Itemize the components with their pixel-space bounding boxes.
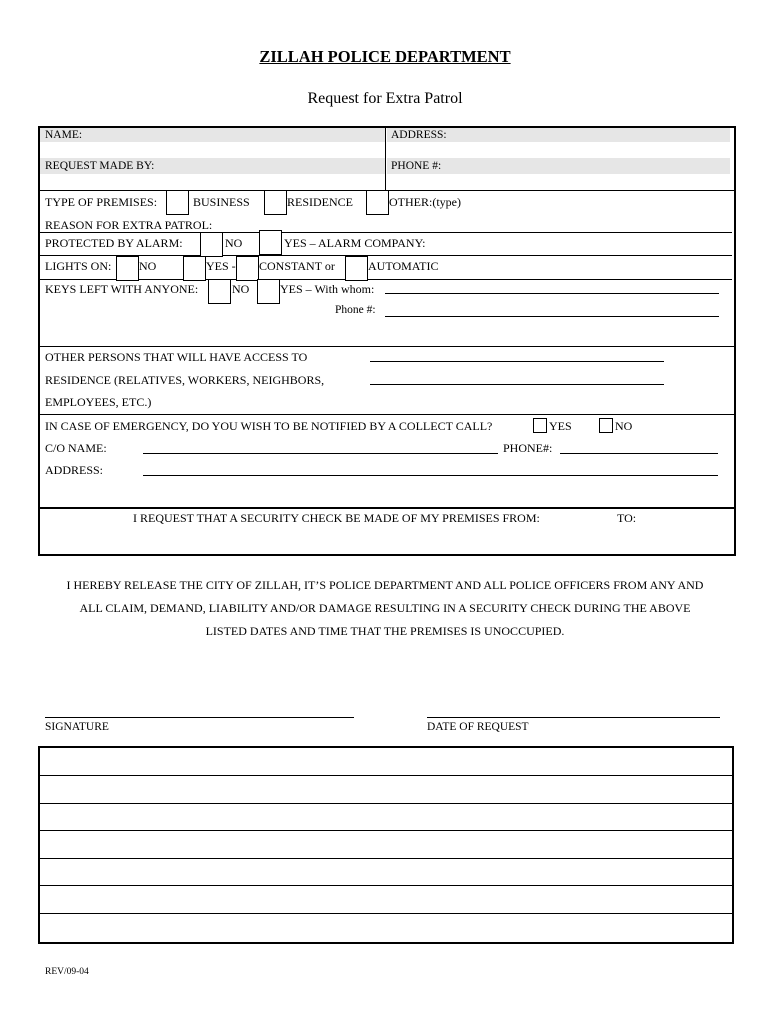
lights-no-label: NO [139,259,157,273]
business-checkbox[interactable] [166,190,189,215]
release-line-3: LISTED DATES AND TIME THAT THE PREMISES IS UNOCCUPIED. [205,624,565,638]
phone-field[interactable]: PHONE #: [391,160,442,172]
co-phone-label: PHONE#: [503,441,553,455]
access-fill-line-1[interactable] [370,361,664,362]
reason-label[interactable]: REASON FOR EXTRA PATROL: [45,218,213,232]
co-address-label: ADDRESS: [45,463,104,477]
lights-yes-label: YES - [206,259,236,273]
security-check-text: I REQUEST THAT A SECURITY CHECK BE MADE OF MY PREMISES FROM: [133,511,540,525]
table-row[interactable] [40,913,732,914]
date-of-request-line[interactable] [427,717,720,718]
keys-yes-checkbox[interactable] [257,279,280,304]
keys-phone-label: Phone #: [335,304,376,316]
table-row[interactable] [40,803,732,804]
co-name-label: C/O NAME: [45,441,107,455]
lights-constant-checkbox[interactable] [236,256,259,281]
co-name-line[interactable] [143,453,498,454]
signature-line[interactable] [45,717,354,718]
table-row[interactable] [40,885,732,886]
keys-yes-label: YES – With whom: [280,282,375,296]
security-check-to: TO: [617,511,637,525]
form-subtitle: Request for Extra Patrol [307,90,463,107]
keys-with-whom-line[interactable] [385,293,719,294]
form-title: ZILLAH POLICE DEPARTMENT [259,47,511,66]
lights-constant-label: CONSTANT or [259,259,335,273]
emergency-no-checkbox[interactable] [599,418,613,433]
table-row[interactable] [40,775,732,776]
alarm-yes-label: YES – ALARM COMPANY: [284,236,426,250]
type-of-premises-label: TYPE OF PREMISES: [45,195,158,209]
lights-label: LIGHTS ON: [45,259,112,273]
access-line-2: RESIDENCE (RELATIVES, WORKERS, NEIGHBORS, [45,373,325,387]
access-line-3: EMPLOYEES, ETC.) [45,395,152,409]
table-row[interactable] [40,858,732,859]
keys-no-label: NO [232,282,250,296]
other-label: OTHER:(type) [389,195,461,209]
release-line-1: I HEREBY RELEASE THE CITY OF ZILLAH, IT’S POLICE DEPARTMENT AND ALL POLICE OFFICERS FROM ANY AND [66,578,704,592]
revision-label: REV/09-04 [45,967,89,977]
lights-automatic-checkbox[interactable] [345,256,368,281]
other-checkbox[interactable] [366,190,389,215]
release-line-2: ALL CLAIM, DEMAND, LIABILITY AND/OR DAMAGE RESULTING IN A SECURITY CHECK DURING THE ABOVE [79,601,691,615]
lights-no-checkbox[interactable] [116,256,139,281]
keys-phone-line[interactable] [385,316,719,317]
business-label: BUSINESS [193,195,250,209]
access-fill-line-2[interactable] [370,384,664,385]
alarm-yes-checkbox[interactable] [259,230,282,255]
residence-label: RESIDENCE [287,195,353,209]
address-field[interactable]: ADDRESS: [391,129,447,141]
emergency-yes-checkbox[interactable] [533,418,547,433]
keys-label: KEYS LEFT WITH ANYONE: [45,282,199,296]
signature-label: SIGNATURE [45,721,109,733]
alarm-no-checkbox[interactable] [200,232,223,257]
co-phone-line[interactable] [560,453,718,454]
emergency-no-label: NO [615,419,633,433]
lights-automatic-label: AUTOMATIC [368,259,439,273]
date-of-request-label: DATE OF REQUEST [427,721,529,733]
keys-no-checkbox[interactable] [208,279,231,304]
table-row[interactable] [40,830,732,831]
lights-yes-checkbox[interactable] [183,256,206,281]
access-line-1: OTHER PERSONS THAT WILL HAVE ACCESS TO [45,350,308,364]
co-address-line[interactable] [143,475,718,476]
request-made-by-field[interactable]: REQUEST MADE BY: [45,160,155,172]
emergency-yes-label: YES [549,419,572,433]
residence-checkbox[interactable] [264,190,287,215]
alarm-no-label: NO [225,236,243,250]
emergency-question: IN CASE OF EMERGENCY, DO YOU WISH TO BE NOTIFIED BY A COLLECT CALL? [45,419,493,433]
alarm-label: PROTECTED BY ALARM: [45,236,183,250]
name-field[interactable]: NAME: [45,129,83,141]
